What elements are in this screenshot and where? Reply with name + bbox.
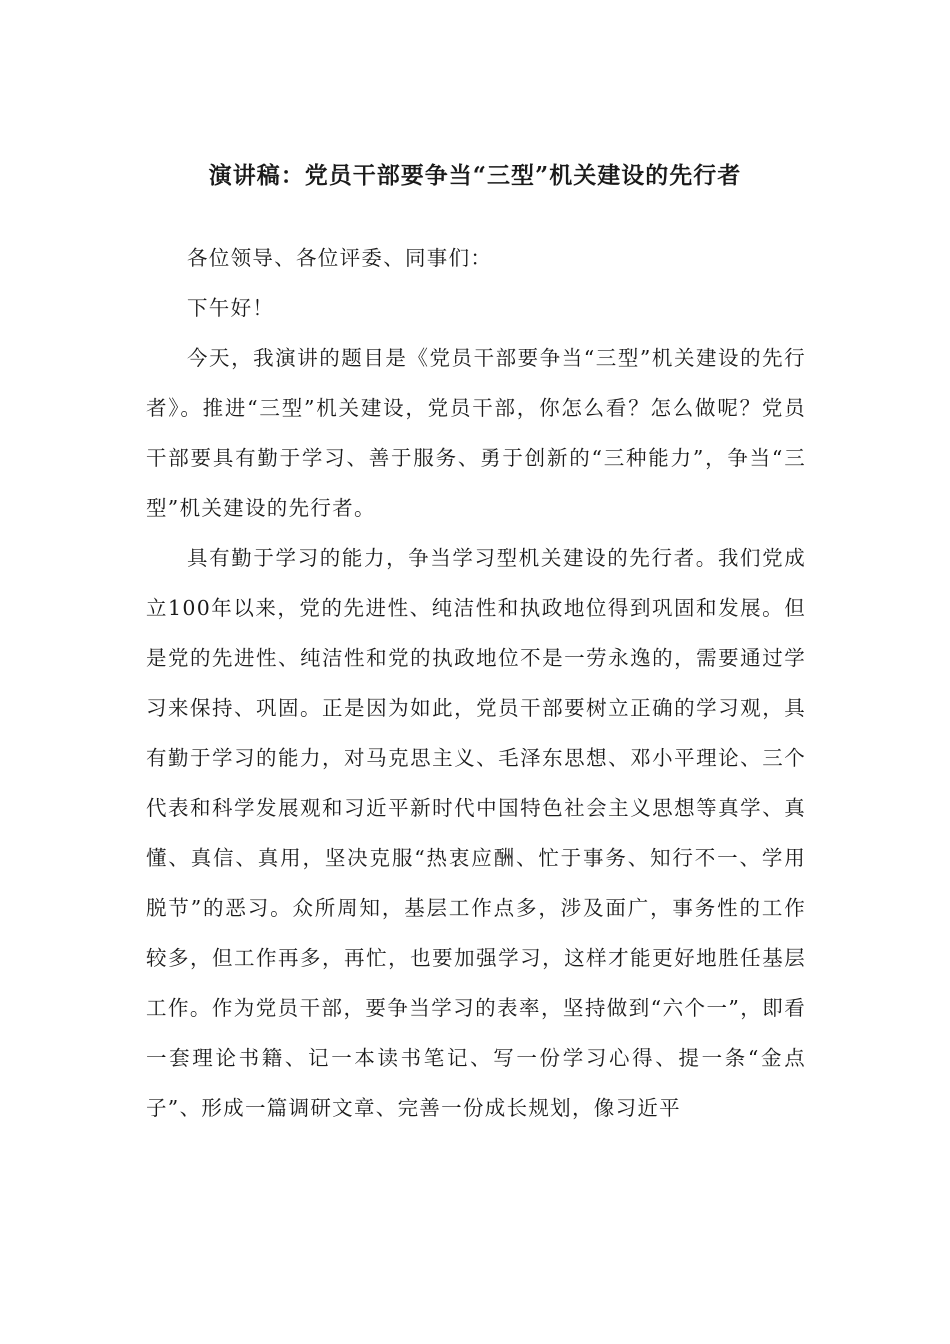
paragraph-greeting: 各位领导、各位评委、同事们： bbox=[187, 246, 493, 270]
paragraph-intro: 今天，我演讲的题目是《党员干部要争当“三型”机关建设的先行者》。推进“三型”机关建设，党员干部，你怎么看？怎么做呢？党员干部要具有勤于学习、善于服务、勇于创新的“三种能力”，争当“三型”机关建设的先行者。 bbox=[146, 346, 806, 520]
document-title: 演讲稿：党员干部要争当“三型”机关建设的先行者 bbox=[208, 162, 742, 189]
paragraph-salutation: 下午好！ bbox=[187, 296, 275, 320]
paragraph-learning: 具有勤于学习的能力，争当学习型机关建设的先行者。我们党成立100年以来，党的先进性、纯洁性和执政地位得到巩固和发展。但是党的先进性、纯洁性和党的执政地位不是一劳永逸的，需要通过学习来保持、巩固。正是因为如此，党员干部要树立正确的学习观，具有勤于学习的能力，对马克思主义、毛泽东思想、邓小平理论、三个代表和科学发展观和习近平新时代中国特色社会主义思想等真学、真懂、真信、真用，坚决克服“热衷应酬、忙于事务、知行不一、学用脱节”的恶习。众所周知，基层工作点多，涉及面广，事务性的工作较多，但工作再多，再忙，也要加强学习，这样才能更好地胜任基层工作。作为党员干部，要争当学习的表率，坚持做到“六个一”，即看一套理论书籍、记一本读书笔记、写一份学习心得、提一条“金点子”、形成一篇调研文章、完善一份成长规划，像习近平 bbox=[146, 546, 806, 1120]
document-body bbox=[146, 233, 806, 1133]
